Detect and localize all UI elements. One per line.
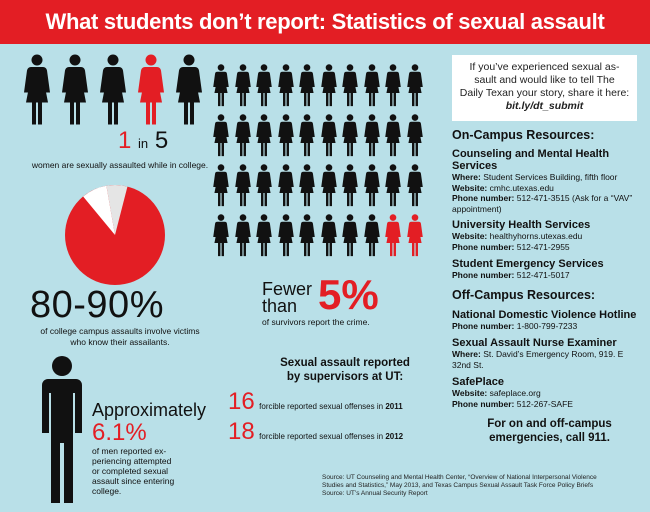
men-caption-line: assault since entering	[92, 476, 175, 486]
report-figure-icon	[406, 64, 424, 112]
report-figure-icon	[363, 164, 381, 212]
counseling-phone: Phone number: 512-471-3515 (Ask for a “VAV”	[452, 193, 633, 203]
nurse-where: Where: St. David’s Emergency Room, 919. E	[452, 349, 624, 359]
report-figure-icon	[234, 114, 252, 162]
one-in-five	[118, 128, 168, 157]
report-figure-icon	[320, 214, 338, 262]
report-figure-icon	[234, 164, 252, 212]
off-campus-heading: Off-Campus Resources:	[452, 287, 596, 302]
fewer-word: Fewer	[262, 279, 313, 299]
men-stat-caption	[92, 446, 202, 496]
report-figure-icon	[255, 164, 273, 212]
woman-figure-icon	[174, 54, 204, 131]
story-line1: If you’ve experienced sexual as-	[469, 61, 620, 73]
report-figure-icon	[212, 164, 230, 212]
report-figure-icon	[341, 164, 359, 212]
ut-count-2011: 16	[228, 388, 255, 415]
woman-figure-icon-highlight	[136, 54, 166, 131]
safeplace-phone: Phone number: 512-267-SAFE	[452, 398, 573, 409]
report-figure-icon	[363, 214, 381, 262]
report-figure-icon	[277, 164, 295, 212]
ut-count-2012: 18	[228, 418, 255, 445]
report-figure-icon	[341, 64, 359, 112]
woman-figure-icon	[98, 54, 128, 131]
emergency-name: Student Emergency Services	[452, 258, 604, 270]
health-name: University Health Services	[452, 219, 591, 231]
report-figure-icon	[384, 64, 402, 112]
report-figure-icon	[212, 214, 230, 262]
ut-heading-line2: by supervisors at UT:	[286, 371, 404, 383]
report-figure-icon-highlight	[406, 214, 424, 262]
nurse-where-cont: 32nd St.	[452, 359, 484, 370]
story-submission-box	[452, 55, 637, 121]
five-number: 5	[154, 127, 169, 154]
hotline-phone: Phone number: 1-800-799-7233	[452, 320, 578, 331]
women-stat-caption: women are sexually assaulted while in college.	[31, 160, 209, 170]
safeplace-name: SafePlace	[452, 376, 504, 388]
counseling-phone-cont: appointment)	[452, 203, 502, 214]
report-figure-icon	[234, 214, 252, 262]
report-figure-icon	[212, 114, 230, 162]
ut-year-2012: 2012	[385, 432, 404, 441]
known-caption-line1: of college campus assaults involve victims	[40, 326, 200, 336]
report-figure-icon	[406, 114, 424, 162]
men-stat-approx: Approximately	[92, 400, 207, 420]
on-campus-heading: On-Campus Resources:	[452, 128, 595, 142]
source-line1: Source: UT Counseling and Mental Health Center, “Overview of National Interpersonal Violence	[322, 474, 597, 481]
men-caption-line: of men reported ex-	[92, 446, 167, 456]
health-website[interactable]: Website: healthyhorns.utexas.edu	[452, 231, 583, 241]
known-stat-percent: 80-90%	[30, 284, 164, 326]
health-phone: Phone number: 512-471-2955	[452, 241, 570, 252]
known-caption-line2: who know their assailants.	[70, 337, 170, 347]
report-figure-icon	[341, 214, 359, 262]
ut-heading-line1: Sexual assault reported	[280, 357, 410, 369]
men-caption-line: or completed sexual	[92, 466, 169, 476]
woman-figure-icon	[22, 54, 52, 131]
ut-report-row-2012	[228, 418, 448, 446]
report-figure-icon	[384, 164, 402, 212]
story-line2: sault and would like to tell The	[474, 74, 615, 86]
report-figure-icon	[406, 164, 424, 212]
story-line3: Daily Texan your story, share it here:	[459, 87, 630, 99]
report-figure-icon-highlight	[384, 214, 402, 262]
one-number: 1	[118, 127, 132, 154]
report-figure-icon	[298, 64, 316, 112]
ut-report-row-2011	[228, 388, 448, 416]
report-figure-icon	[277, 64, 295, 112]
report-figure-icon	[255, 214, 273, 262]
woman-figure-icon	[60, 54, 90, 131]
emergency-callout: For on and off-campus emergencies, call 911.	[487, 418, 612, 444]
counseling-website[interactable]: Website: cmhc.utexas.edu	[452, 182, 554, 193]
counseling-name: Counseling and Mental Health Services	[452, 148, 610, 172]
report-stat-caption: of survivors report the crime.	[262, 317, 370, 327]
report-figure-icon	[363, 64, 381, 112]
known-stat-caption	[20, 326, 220, 348]
report-figure-icon	[298, 214, 316, 262]
emergency-phone: Phone number: 512-471-5017	[452, 270, 570, 280]
nurse-name: Sexual Assault Nurse Examiner	[452, 337, 617, 349]
ut-year-2011: 2011	[385, 402, 403, 411]
report-figure-icon	[363, 114, 381, 162]
sources	[322, 474, 642, 498]
report-figure-icon	[212, 64, 230, 112]
ut-text-2012: forcible reported sexual offenses in	[259, 432, 386, 441]
report-stat-percent: 5%	[318, 271, 379, 318]
report-figure-icon	[384, 114, 402, 162]
report-figure-icon	[277, 114, 295, 162]
report-figure-icon	[341, 114, 359, 162]
report-figure-icon	[255, 64, 273, 112]
known-assailant-pie	[60, 180, 170, 290]
men-caption-line: college.	[92, 486, 122, 496]
counseling-where: Where: Student Services Building, fifth floor	[452, 172, 618, 182]
report-figure-icon	[234, 64, 252, 112]
resources-panel	[452, 128, 647, 445]
report-figure-icon	[298, 114, 316, 162]
report-figure-icon	[320, 164, 338, 212]
man-figure-icon	[38, 355, 86, 505]
hotline-name: National Domestic Violence Hotline	[452, 308, 637, 321]
ut-text-2011: forcible reported sexual offenses in	[259, 402, 386, 411]
safeplace-website[interactable]: Website: safeplace.org	[452, 388, 541, 398]
in-word: in	[138, 136, 149, 151]
men-stat-percent: 6.1%	[92, 419, 147, 446]
page-title: What students don’t report: Statistics of sexual assault	[0, 0, 650, 44]
report-figure-icon	[255, 114, 273, 162]
than-word: than	[262, 296, 298, 316]
source-line2: Studies and Statistics,” May 2013, and Texas Campus Sexual Assault Task Force Policy Briefs	[322, 482, 594, 489]
report-figure-icon	[298, 164, 316, 212]
report-figure-icon	[320, 64, 338, 112]
ut-reports-heading	[250, 356, 440, 384]
report-figure-icon	[277, 214, 295, 262]
report-figure-icon	[320, 114, 338, 162]
source-line3: Source: UT’s Annual Security Report	[322, 490, 428, 497]
men-caption-line: periencing attempted	[92, 456, 172, 466]
story-link[interactable]: bit.ly/dt_submit	[505, 100, 584, 112]
